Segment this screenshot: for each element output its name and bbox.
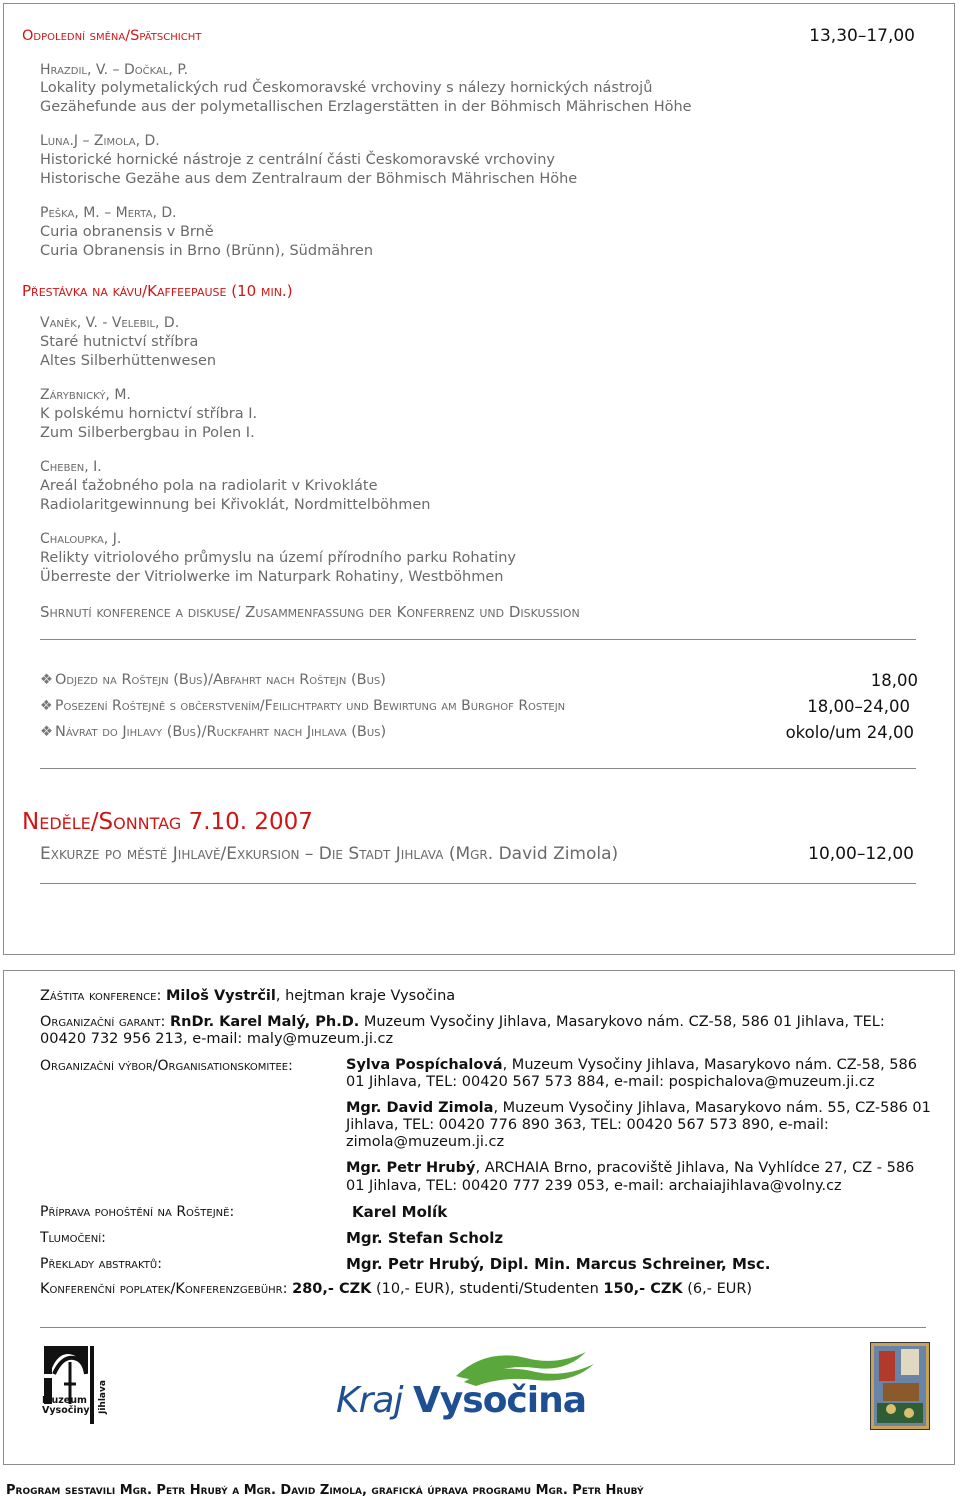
- sunday-day: Neděle/Sonntag: [22, 809, 182, 835]
- coffee-break: Přestávka na kávu/Kaffeepause (10 min.): [22, 282, 293, 300]
- museum-logo: [40, 1344, 120, 1428]
- diamond-bullet-icon: ❖: [40, 724, 53, 740]
- evening-item-label: Návrat do Jihlavy (Bus)/Ruckfahrt nach Jihlava (Bus): [55, 724, 387, 740]
- diamond-bullet-icon: ❖: [40, 672, 53, 688]
- member-contact: 01 Jihlava, TEL: 00420 567 573 884, e-mail: pospichalova@muzeum.ji.cz: [346, 1074, 875, 1090]
- fee-label: Konferenční poplatek/Konferenzgebühr:: [40, 1281, 288, 1297]
- excursion-line: [40, 844, 618, 864]
- transl-label: Překlady abstraktů:: [40, 1256, 162, 1272]
- prep-label: Příprava pohoštění na Roštejně:: [40, 1204, 235, 1220]
- evening-time: okolo/um 24,00: [785, 723, 914, 742]
- fee-students: , studenti/Studenten: [450, 1281, 599, 1297]
- sunday-date: 7.10. 2007: [188, 809, 313, 835]
- talk-title-cz: Areál ťažobného pola na radiolarit v Krivokláte: [40, 478, 378, 494]
- guarantor-line: [40, 1014, 885, 1030]
- interp-name: Mgr. Stefan Scholz: [346, 1229, 504, 1247]
- evening-item-label: Odjezd na Roštejn (Bus)/Abfahrt nach Roštejn (Bus): [55, 672, 386, 688]
- prep-name: Karel Molík: [352, 1203, 448, 1221]
- excursion-time: 10,00–12,00: [808, 844, 914, 864]
- patron-name: Miloš Vystrčil: [165, 988, 276, 1004]
- member-address: , Muzeum Vysočiny Jihlava, Masarykovo nám. CZ-58, 586: [502, 1057, 917, 1073]
- talk-title-de: Curia Obranensis in Brno (Brünn), Südmähren: [40, 243, 374, 259]
- member-name: Mgr. David Zimola: [346, 1100, 494, 1116]
- evening-time: 18,00–24,00: [807, 697, 910, 716]
- talk-authors: Chaloupka, J.: [40, 531, 122, 547]
- talk-authors: Peška, M. – Merta, D.: [40, 205, 177, 221]
- evening-time: 18,00: [870, 671, 918, 690]
- evening-item: [40, 672, 386, 688]
- talk-title-cz: Staré hutnictví stříbra: [40, 334, 199, 350]
- member-email: zimola@muzeum.ji.cz: [346, 1134, 505, 1150]
- kraj-vysocina-logo: [336, 1346, 628, 1424]
- talk-title-de: Altes Silberhüttenwesen: [40, 353, 217, 369]
- talk-title-cz: Curia obranensis v Brně: [40, 224, 214, 240]
- divider: [40, 768, 916, 769]
- afternoon-title: Odpolední směna/Spätschicht: [22, 28, 202, 44]
- transl-name: Mgr. Petr Hrubý, Dipl. Min. Marcus Schreiner, Msc.: [346, 1255, 771, 1273]
- afternoon-time: 13,30–17,00: [809, 26, 915, 46]
- fee-line: [40, 1281, 752, 1297]
- patron-label: Záštita konference:: [40, 988, 162, 1004]
- sunday-heading: [22, 809, 313, 835]
- guarantor-rest: Muzeum Vysočiny Jihlava, Masarykovo nám. CZ-58, 586 01 Jihlava, TEL:: [359, 1014, 885, 1030]
- talk-authors: Vaněk, V. - Velebil, D.: [40, 315, 180, 331]
- museum-logo-line: Vysočiny: [42, 1405, 90, 1416]
- talk-authors: Luna.J – Zimola, D.: [40, 133, 160, 149]
- talk-title-cz: K polskému hornictví stříbra I.: [40, 406, 258, 422]
- painting-icon: [871, 1343, 929, 1429]
- museum-logo-city: Jihlava: [98, 1380, 108, 1414]
- fee-students-eur: (6,- EUR): [687, 1281, 753, 1297]
- divider: [40, 639, 916, 640]
- committee-member: [346, 1100, 931, 1116]
- summary-heading: Shrnutí konference a diskuse/ Zusammenfassung der Konferrenz und Diskussion: [40, 603, 580, 621]
- talk-authors: Cheben, I.: [40, 459, 102, 475]
- member-name: Sylva Pospíchalová: [346, 1057, 503, 1073]
- committee-member: [346, 1057, 917, 1073]
- committee-member: [346, 1160, 914, 1176]
- guarantor-label: Organizační garant:: [40, 1014, 166, 1030]
- medieval-painting-image: [870, 1342, 930, 1430]
- fee-students-czk: 150,- CZK: [603, 1281, 683, 1297]
- talk-title-de: Radiolaritgewinnung bei Křivoklát, Nordmittelböhmen: [40, 497, 431, 513]
- talk-title-cz: Historické hornické nástroje z centrální části Českomoravské vrchoviny: [40, 152, 555, 168]
- diamond-bullet-icon: ❖: [40, 698, 53, 714]
- divider: [40, 1327, 926, 1328]
- talk-title-de: Historische Gezähe aus dem Zentralraum der Böhmisch Mährischen Höhe: [40, 171, 578, 187]
- member-address: , Muzeum Vysočiny Jihlava, Masarykovo nám. 55, CZ-586 01: [493, 1100, 931, 1116]
- talk-authors: Zárybnický, M.: [40, 387, 131, 403]
- talk-authors: Hrazdil, V. – Dočkal, P.: [40, 62, 189, 78]
- museum-logo-text: [42, 1396, 90, 1416]
- committee-label: Organizační výbor/Organisationskomitee:: [40, 1058, 293, 1074]
- museum-logo-line: Muzeum: [42, 1395, 87, 1406]
- credits-footer: Program sestavili Mgr. Petr Hrubý a Mgr. David Zimola, grafická úprava programu Mgr. Petr Hrubý: [6, 1483, 644, 1498]
- vysocina-word: Vysočina: [412, 1380, 587, 1421]
- talk-title-de: Gezähefunde aus der polymetallischen Erzlagerstätten in der Böhmisch Mährischen Höhe: [40, 99, 692, 115]
- guarantor-contact: 00420 732 956 213, e-mail: maly@muzeum.ji.cz: [40, 1031, 394, 1047]
- guarantor-name: RnDr. Karel Malý, Ph.D.: [169, 1014, 360, 1030]
- member-name: Mgr. Petr Hrubý: [346, 1160, 476, 1176]
- fee-eur: (10,- EUR): [375, 1281, 451, 1297]
- interp-label: Tlumočení:: [40, 1230, 106, 1246]
- talk-title-de: Überreste der Vitriolwerke im Naturpark Rohatiny, Westböhmen: [40, 569, 504, 585]
- patron-line: [40, 988, 455, 1004]
- evening-item: [40, 724, 386, 740]
- talk-title-cz: Lokality polymetalických rud Českomoravské vrchoviny s nálezy hornických nástrojů: [40, 80, 653, 96]
- member-contact: 01 Jihlava, TEL: 00420 777 239 053, e-mail: archaiajihlava@volny.cz: [346, 1178, 842, 1194]
- evening-item: [40, 698, 565, 714]
- kraj-word: Kraj: [336, 1380, 403, 1421]
- talk-title-de: Zum Silberbergbau in Polen I.: [40, 425, 255, 441]
- member-address: , ARCHAIA Brno, pracoviště Jihlava, Na Vyhlídce 27, CZ - 586: [475, 1160, 915, 1176]
- divider: [40, 883, 916, 884]
- fee-czk: 280,- CZK: [292, 1281, 372, 1297]
- excursion-guide: David Zimola): [498, 844, 619, 864]
- excursion-title: Exkurze po městě Jihlavě/Exkursion – Die Stadt Jihlava (Mgr.: [40, 844, 494, 864]
- member-contact: Jihlava, TEL: 00420 776 890 363, TEL: 00420 567 573 890, e-mail:: [346, 1117, 829, 1133]
- kraj-logo-text: [336, 1380, 586, 1421]
- evening-item-label: Posezení Roštejně s občerstvením/Feilichtparty und Bewirtung am Burghof Rostejn: [55, 698, 566, 714]
- patron-rest: , hejtman kraje Vysočina: [275, 988, 456, 1004]
- talk-title-cz: Relikty vitriolového průmyslu na území přírodního parku Rohatiny: [40, 550, 516, 566]
